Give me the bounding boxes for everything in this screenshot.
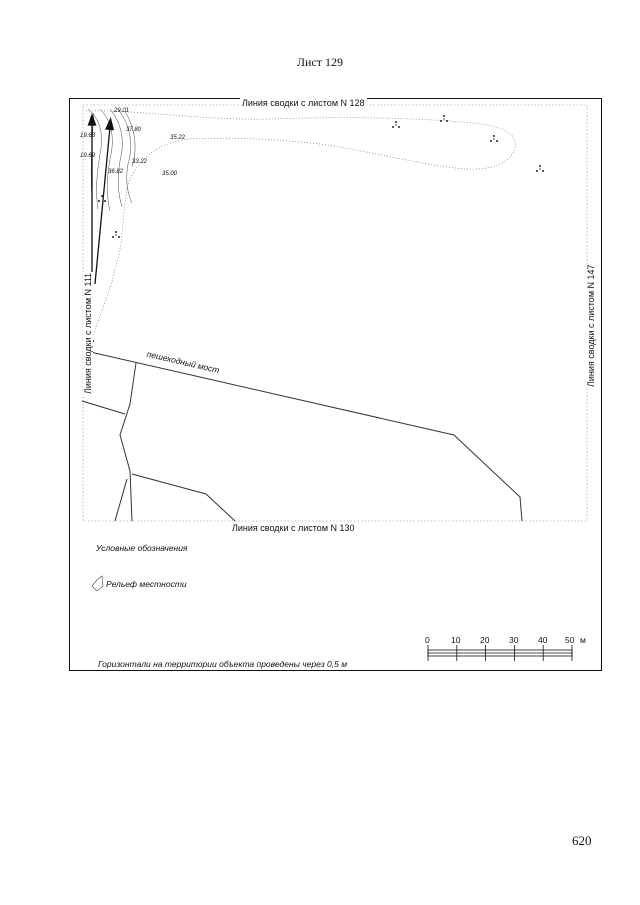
map-frame — [69, 98, 602, 671]
elevation-label: 37.80 — [126, 127, 142, 133]
scale-bar — [428, 645, 572, 661]
shoreline — [86, 111, 515, 344]
contour-interval-note: Горизонтали на территории объекта проведены через 0,5 м — [98, 659, 348, 669]
page-number: 620 — [572, 833, 592, 848]
arrows — [89, 115, 114, 294]
scale-tick-label: 50 — [565, 635, 575, 645]
scale-tick-label: 10 — [451, 635, 461, 645]
sheet-title: Лист 129 — [296, 55, 344, 69]
elevation-label: 19.63 — [80, 133, 96, 139]
road-lines — [82, 348, 522, 521]
elevation-label: 35.00 — [162, 171, 178, 177]
edge-label-bottom: Линия сводки с листом N 130 — [232, 523, 355, 533]
relief-legend-symbol — [92, 576, 103, 591]
elevation-label: 36.82 — [108, 169, 124, 175]
scale-tick-label: 0 — [425, 635, 430, 645]
scale-tick-label: 40 — [538, 635, 548, 645]
road-label: пешеходный мост — [145, 348, 221, 376]
scale-tick-label: 30 — [509, 635, 519, 645]
elevation-label: 29.01 — [114, 108, 130, 114]
elevation-label: 19.69 — [80, 153, 96, 159]
elevation-label: 35.22 — [170, 135, 186, 141]
edge-label-top: Линия сводки с листом N 128 — [242, 98, 365, 108]
scale-tick-label: 20 — [480, 635, 490, 645]
elevation-label: 33.22 — [132, 159, 148, 165]
edge-label-right: Линия сводки с листом N 147 — [586, 264, 596, 387]
scale-unit: м — [580, 635, 586, 645]
legend-title: Условные обозначения — [96, 543, 188, 553]
vegetation-symbols — [86, 115, 544, 342]
map-boundary — [83, 105, 587, 521]
legend-item-relief: Рельеф местности — [106, 579, 187, 589]
edge-label-left: Линия сводки с листом N 111 — [83, 272, 93, 394]
